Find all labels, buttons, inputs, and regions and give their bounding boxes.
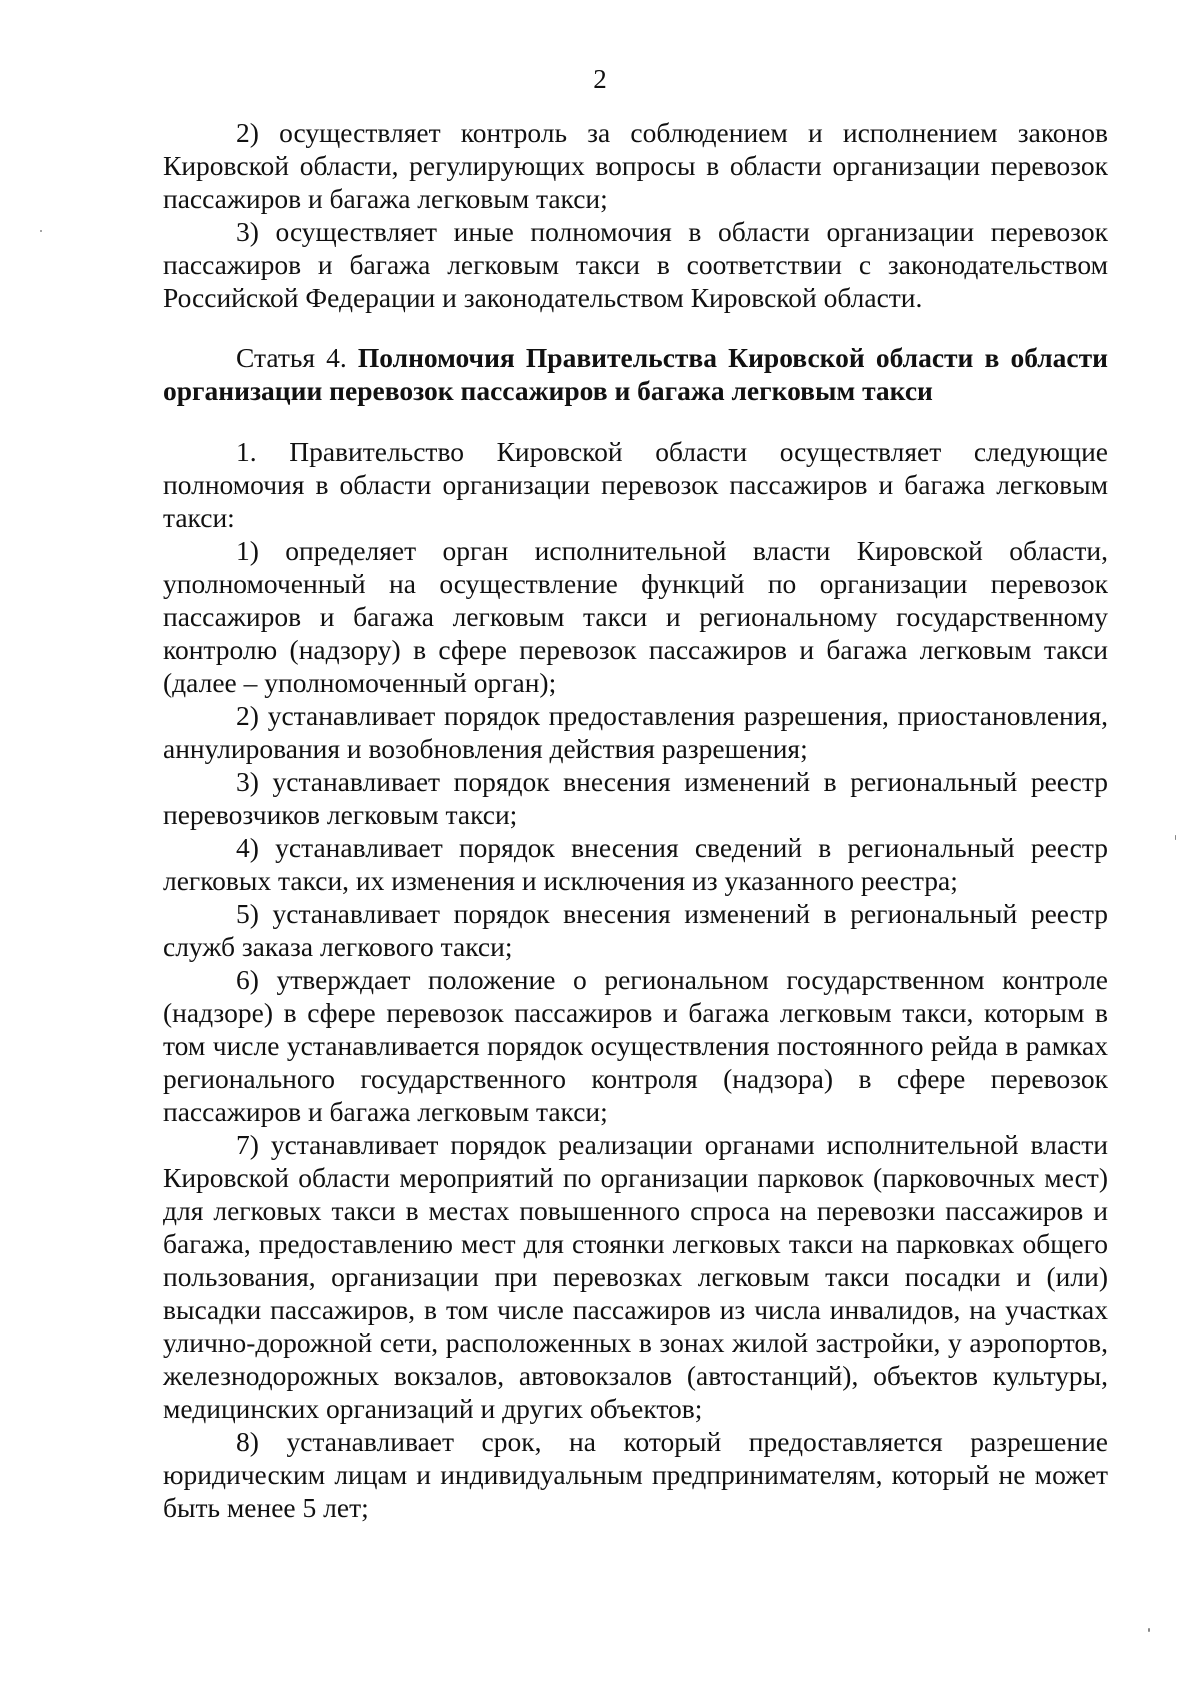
scan-speck — [1148, 1628, 1150, 1632]
paragraph-subitem-3: 3) устанавливает порядок внесения изменений в региональный реестр перевозчиков легковым такси; — [163, 766, 1108, 830]
article-heading — [163, 341, 1108, 407]
paragraph-subitem-1: 1) определяет орган исполнительной власти Кировской области, уполномоченный на осуществление функций по организации перевозок пассажиров и багажа легковым такси и региональному государственному контролю (надзору) в сфере перевозок пассажиров и багажа легковым такси (далее – уполномоченный орган); — [163, 535, 1108, 698]
paragraph-item-2-control: 2) осуществляет контроль за соблюдением и исполнением законов Кировской области, регулирующих вопросы в области организации перевозок пассажиров и багажа легковым такси; — [163, 117, 1108, 214]
article-title: Полномочия Правительства Кировской области в области организации перевозок пассажиров и багажа легковым такси — [163, 342, 1108, 406]
paragraph-subitem-8: 8) устанавливает срок, на который предоставляется разрешение юридическим лицам и индивидуальным предпринимателям, который не может быть менее 5 лет; — [163, 1426, 1108, 1523]
paragraph-subitem-5: 5) устанавливает порядок внесения изменений в региональный реестр служб заказа легкового такси; — [163, 898, 1108, 962]
paragraph-subitem-7: 7) устанавливает порядок реализации органами исполнительной власти Кировской области мероприятий по организации парковок (парковочных мест) для легковых такси в местах повышенного спроса на перевозки пассажиров и багажа, предоставлению мест для стоянки легковых такси на парковках общего пользования, организации при перевозках легковым такси посадки и (или) высадки пассажиров, в том числе пассажиров из числа инвалидов, на участках улично-дорожной сети, расположенных в зонах жилой застройки, у аэропортов, железнодорожных вокзалов, автовокзалов (автостанций), объектов культуры, медицинских организаций и других объектов; — [163, 1129, 1108, 1424]
scan-speck — [1175, 835, 1176, 840]
paragraph-part-1: 1. Правительство Кировской области осуществляет следующие полномочия в области организации перевозок пассажиров и багажа легковым такси: — [163, 436, 1108, 533]
document-body — [163, 116, 1108, 1524]
paragraph-subitem-6: 6) утверждает положение о региональном государственном контроле (надзоре) в сфере перевозок пассажиров и багажа легковым такси, которым в том числе устанавливается порядок осуществления постоянного рейда в рамках регионального государственного контроля (надзора) в сфере перевозок пассажиров и багажа легковым такси; — [163, 964, 1108, 1127]
paragraph-item-3-other-powers: 3) осуществляет иные полномочия в области организации перевозок пассажиров и багажа легковым такси в соответствии с законодательством Российской Федерации и законодательством Кировской области. — [163, 216, 1108, 313]
paragraph-subitem-4: 4) устанавливает порядок внесения сведений в региональный реестр легковых такси, их изменения и исключения из указанного реестра; — [163, 832, 1108, 896]
article-number: Статья 4. — [236, 342, 358, 373]
page-number: 2 — [593, 64, 607, 94]
paragraph-subitem-2: 2) устанавливает порядок предоставления разрешения, приостановления, аннулирования и возобновления действия разрешения; — [163, 700, 1108, 764]
scan-speck — [40, 230, 42, 232]
